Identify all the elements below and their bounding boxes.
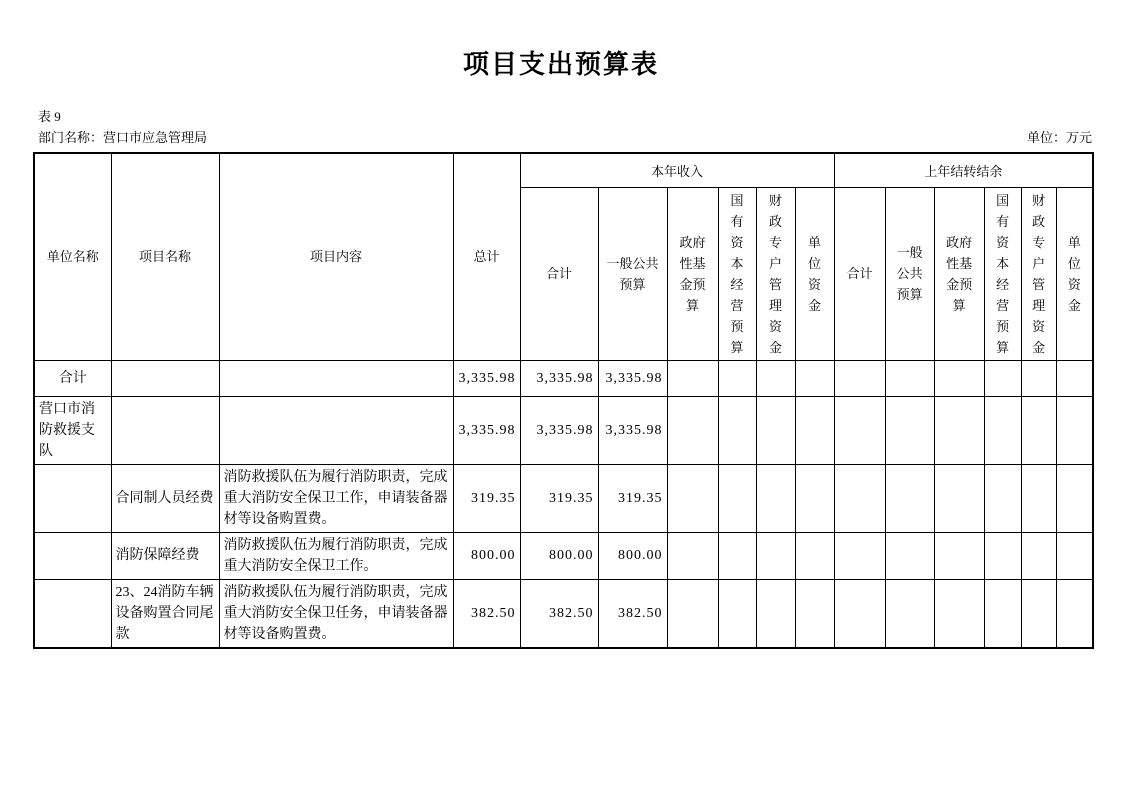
column-header-py-unit-funds: 单位资金	[1056, 187, 1093, 360]
currency-unit-label: 单位：万元	[1026, 130, 1092, 145]
cell-cy-gov-fund	[667, 360, 718, 396]
cell-cy-total: 3,335.98	[520, 396, 598, 464]
table-row-contract-personnel	[34, 464, 1093, 532]
cell-py-general-public	[885, 579, 934, 648]
group-header-current-year-income: 本年收入	[520, 153, 834, 187]
cell-project-content	[219, 360, 453, 396]
table-row-vehicle-equipment-balance	[34, 579, 1093, 648]
cell-cy-fiscal-account	[756, 396, 795, 464]
cell-py-total	[834, 360, 885, 396]
cell-unit-name	[34, 532, 111, 579]
cell-project-content: 消防救援队伍为履行消防职责，完成重大消防安全保卫工作。	[219, 532, 453, 579]
cell-project-name	[111, 360, 219, 396]
column-header-py-general-public-budget: 一般公共预算	[885, 187, 934, 360]
cell-cy-gov-fund	[667, 579, 718, 648]
cell-cy-state-capital	[718, 464, 756, 532]
cell-cy-unit-funds	[795, 396, 834, 464]
cell-cy-gov-fund	[667, 532, 718, 579]
cell-cy-fiscal-account	[756, 464, 795, 532]
cell-project-content: 消防救援队伍为履行消防职责，完成重大消防安全保卫工作，申请装备器材等设备购置费。	[219, 464, 453, 532]
table-row-fire-rescue-detachment	[34, 396, 1093, 464]
cell-py-general-public	[885, 396, 934, 464]
cell-cy-fiscal-account	[756, 532, 795, 579]
cell-cy-unit-funds	[795, 464, 834, 532]
cell-py-general-public	[885, 360, 934, 396]
cell-py-unit-funds	[1056, 396, 1093, 464]
column-header-cy-fiscal-account-funds: 财政专户管理资金	[756, 187, 795, 360]
cell-py-state-capital	[984, 464, 1021, 532]
cell-cy-general-public: 3,335.98	[598, 360, 667, 396]
cell-py-fiscal-account	[1021, 396, 1056, 464]
cell-grand-total: 382.50	[453, 579, 520, 648]
column-header-unit-name: 单位名称	[34, 153, 111, 360]
group-header-row	[34, 153, 1093, 187]
cell-cy-unit-funds	[795, 579, 834, 648]
cell-grand-total: 3,335.98	[453, 396, 520, 464]
cell-cy-state-capital	[718, 532, 756, 579]
cell-project-name	[111, 396, 219, 464]
cell-cy-general-public: 319.35	[598, 464, 667, 532]
cell-cy-fiscal-account	[756, 360, 795, 396]
table-row-total	[34, 360, 1093, 396]
column-header-cy-government-fund-budget: 政府性基金预算	[667, 187, 718, 360]
cell-py-state-capital	[984, 360, 1021, 396]
column-header-py-government-fund-budget: 政府性基金预算	[934, 187, 984, 360]
cell-project-content	[219, 396, 453, 464]
cell-py-unit-funds	[1056, 532, 1093, 579]
cell-cy-unit-funds	[795, 532, 834, 579]
cell-py-state-capital	[984, 532, 1021, 579]
cell-py-gov-fund	[934, 532, 984, 579]
cell-cy-unit-funds	[795, 360, 834, 396]
column-header-grand-total: 总计	[453, 153, 520, 360]
cell-cy-gov-fund	[667, 396, 718, 464]
cell-unit-name: 合计	[34, 360, 111, 396]
cell-cy-fiscal-account	[756, 579, 795, 648]
column-header-cy-state-capital-budget: 国有资本经营预算	[718, 187, 756, 360]
cell-py-fiscal-account	[1021, 464, 1056, 532]
cell-cy-general-public: 800.00	[598, 532, 667, 579]
cell-py-total	[834, 396, 885, 464]
cell-cy-state-capital	[718, 360, 756, 396]
cell-py-fiscal-account	[1021, 579, 1056, 648]
cell-grand-total: 319.35	[453, 464, 520, 532]
cell-py-unit-funds	[1056, 579, 1093, 648]
cell-py-state-capital	[984, 579, 1021, 648]
cell-py-general-public	[885, 532, 934, 579]
cell-cy-general-public: 3,335.98	[598, 396, 667, 464]
cell-py-gov-fund	[934, 579, 984, 648]
cell-cy-state-capital	[718, 396, 756, 464]
cell-project-name: 合同制人员经费	[111, 464, 219, 532]
cell-cy-total: 319.35	[520, 464, 598, 532]
table-number-label: 表 9	[38, 109, 61, 124]
cell-cy-total: 800.00	[520, 532, 598, 579]
cell-py-gov-fund	[934, 396, 984, 464]
group-header-prior-year-carryover: 上年结转结余	[834, 153, 1093, 187]
department-name-label: 部门名称：营口市应急管理局	[38, 130, 208, 145]
column-header-project-content: 项目内容	[219, 153, 453, 360]
budget-table	[33, 152, 1094, 649]
cell-unit-name: 营口市消防救援支队	[34, 396, 111, 464]
cell-py-unit-funds	[1056, 360, 1093, 396]
cell-cy-total: 3,335.98	[520, 360, 598, 396]
table-row-fire-support-funds	[34, 532, 1093, 579]
cell-grand-total: 3,335.98	[453, 360, 520, 396]
cell-py-state-capital	[984, 396, 1021, 464]
cell-unit-name	[34, 579, 111, 648]
cell-grand-total: 800.00	[453, 532, 520, 579]
cell-py-fiscal-account	[1021, 360, 1056, 396]
cell-project-content: 消防救援队伍为履行消防职责，完成重大消防安全保卫任务，申请装备器材等设备购置费。	[219, 579, 453, 648]
cell-project-name: 23、24消防车辆设备购置合同尾款	[111, 579, 219, 648]
column-header-cy-general-public-budget: 一般公共预算	[598, 187, 667, 360]
column-header-py-total: 合计	[834, 187, 885, 360]
page-title: 项目支出预算表	[462, 50, 659, 79]
column-header-cy-total: 合计	[520, 187, 598, 360]
cell-py-fiscal-account	[1021, 532, 1056, 579]
column-header-project-name: 项目名称	[111, 153, 219, 360]
cell-py-general-public	[885, 464, 934, 532]
cell-py-total	[834, 532, 885, 579]
cell-unit-name	[34, 464, 111, 532]
cell-py-total	[834, 464, 885, 532]
cell-py-unit-funds	[1056, 464, 1093, 532]
cell-cy-total: 382.50	[520, 579, 598, 648]
cell-py-total	[834, 579, 885, 648]
column-header-py-fiscal-account-funds: 财政专户管理资金	[1021, 187, 1056, 360]
cell-project-name: 消防保障经费	[111, 532, 219, 579]
cell-cy-general-public: 382.50	[598, 579, 667, 648]
cell-cy-state-capital	[718, 579, 756, 648]
cell-cy-gov-fund	[667, 464, 718, 532]
column-header-cy-unit-funds: 单位资金	[795, 187, 834, 360]
cell-py-gov-fund	[934, 464, 984, 532]
cell-py-gov-fund	[934, 360, 984, 396]
column-header-py-state-capital-budget: 国有资本经营预算	[984, 187, 1021, 360]
